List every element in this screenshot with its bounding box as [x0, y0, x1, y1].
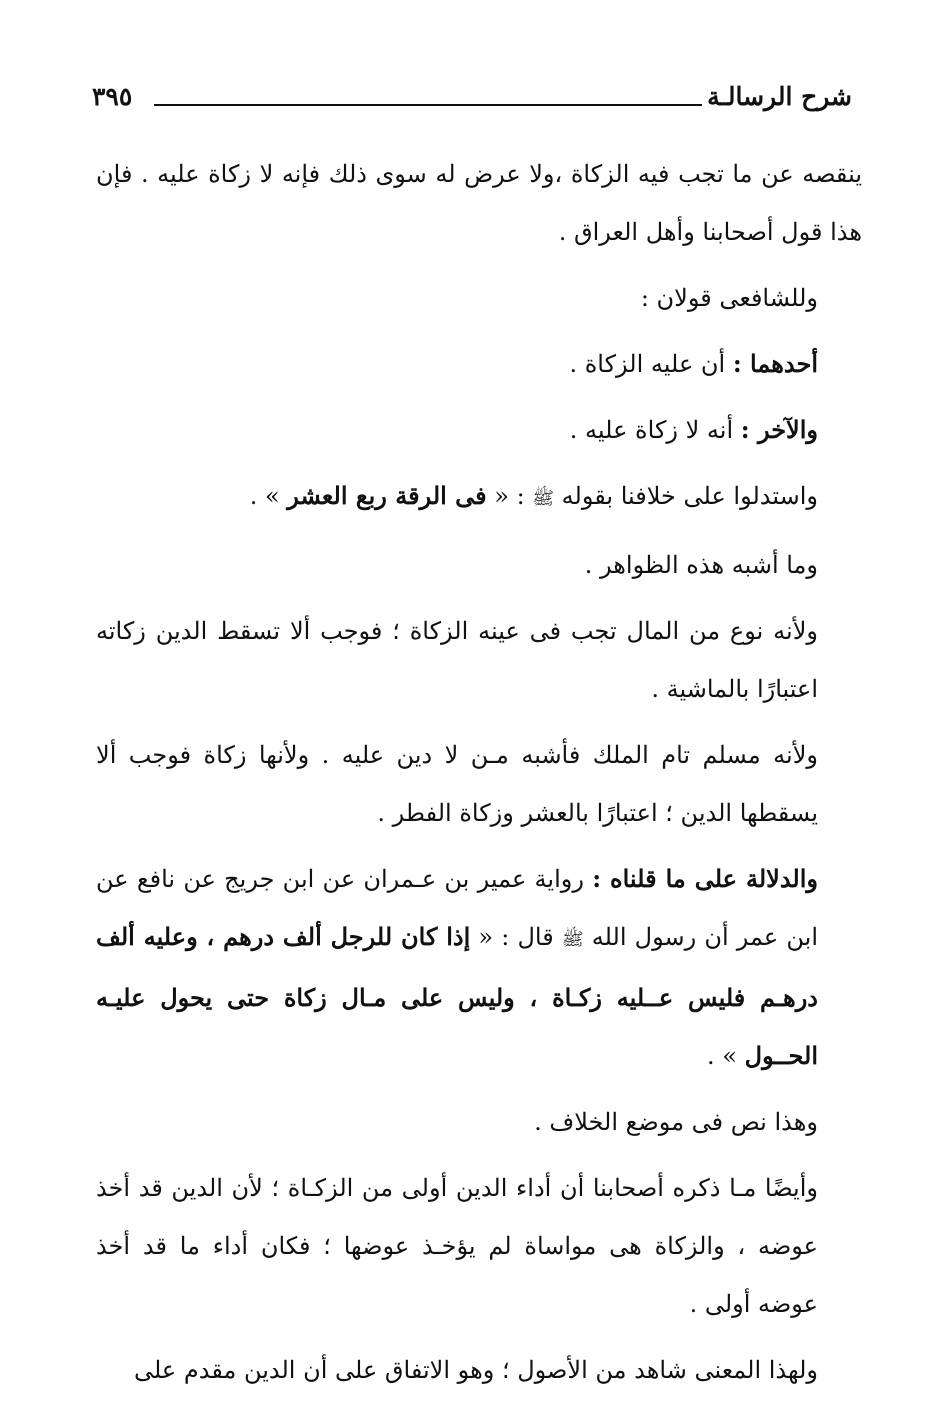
hadith-quote: فى الرقة ربع العشر: [287, 481, 487, 510]
header-title: شرح الرسالـة: [707, 82, 852, 111]
paragraph: والدلالة على ما قلناه : رواية عمير بن عـمران عن ابن جريج عن نافع عن ابن عمر أن رسول الله ﷺ قال : « إذا كان للرجل ألف درهم ، وعليه ألف درهـم فليس عــليه زكـاة ، وليس على مـال زكاة حتى يحول عليـه الحــول » .: [96, 864, 818, 1070]
honorific-glyph: ﷺ: [561, 929, 584, 950]
body-text: [96, 145, 862, 1407]
paragraph: وللشافعى قولان :: [640, 284, 818, 312]
paragraph: ولأنه نوع من المال تجب فى عينه الزكاة ؛ فوجب ألا تسقط الدين زكاته اعتبارًا بالماشية .: [96, 617, 818, 703]
header-rule: [154, 104, 702, 106]
paragraph-lead: والدلالة على ما قلناه :: [592, 864, 818, 893]
running-header: [92, 82, 852, 122]
paragraph: وأيضًا مـا ذكره أصحابنا أن أداء الدين أولى من الزكـاة ؛ لأن الدين قد أخذ عوضه ، والزكاة هى مواساة لم يؤخـذ عوضها ؛ فكان أداء ما قد أخذ عوضه أولى .: [96, 1174, 818, 1318]
paragraph: والآخر : أنه لا زكاة عليه .: [569, 415, 818, 444]
page-number: ٣٩٥: [92, 82, 133, 111]
paragraph: وما أشبه هذه الظواهر .: [584, 551, 818, 579]
paragraph: وهذا نص فى موضع الخلاف .: [534, 1108, 818, 1136]
paragraph: ولهذا المعنى شاهد من الأصول ؛ وهو الاتفاق على أن الدين مقدم على: [133, 1356, 818, 1384]
paragraph: ولأنه مسلم تام الملك فأشبه مـن لا دين عليه . ولأنها زكاة فوجب ألا يسقطها الدين ؛ اعتبارًا بالعشر وزكاة الفطر .: [96, 741, 818, 827]
paragraph: أحدهما : أن عليه الزكاة .: [569, 349, 818, 378]
paragraph: ينقصه عن ما تجب فيه الزكاة ،ولا عرض له سوى ذلك فإنه لا زكاة عليه . فإن هذا قول أصحابنا وأهل العراق .: [96, 160, 862, 246]
hadith-quote: إذا كان للرجل ألف درهم ، وعليه ألف درهـم فليس عــليه زكـاة ، وليس على مـال زكاة حتى يحول عليـه الحــول: [96, 922, 818, 1070]
paragraph-lead: أحدهما :: [732, 349, 818, 378]
honorific-glyph: ﷺ: [532, 488, 555, 509]
paragraph: واستدلوا على خلافنا بقوله ﷺ : « فى الرقة ربع العشر » .: [249, 481, 818, 510]
paragraph-lead: والآخر :: [740, 415, 818, 444]
